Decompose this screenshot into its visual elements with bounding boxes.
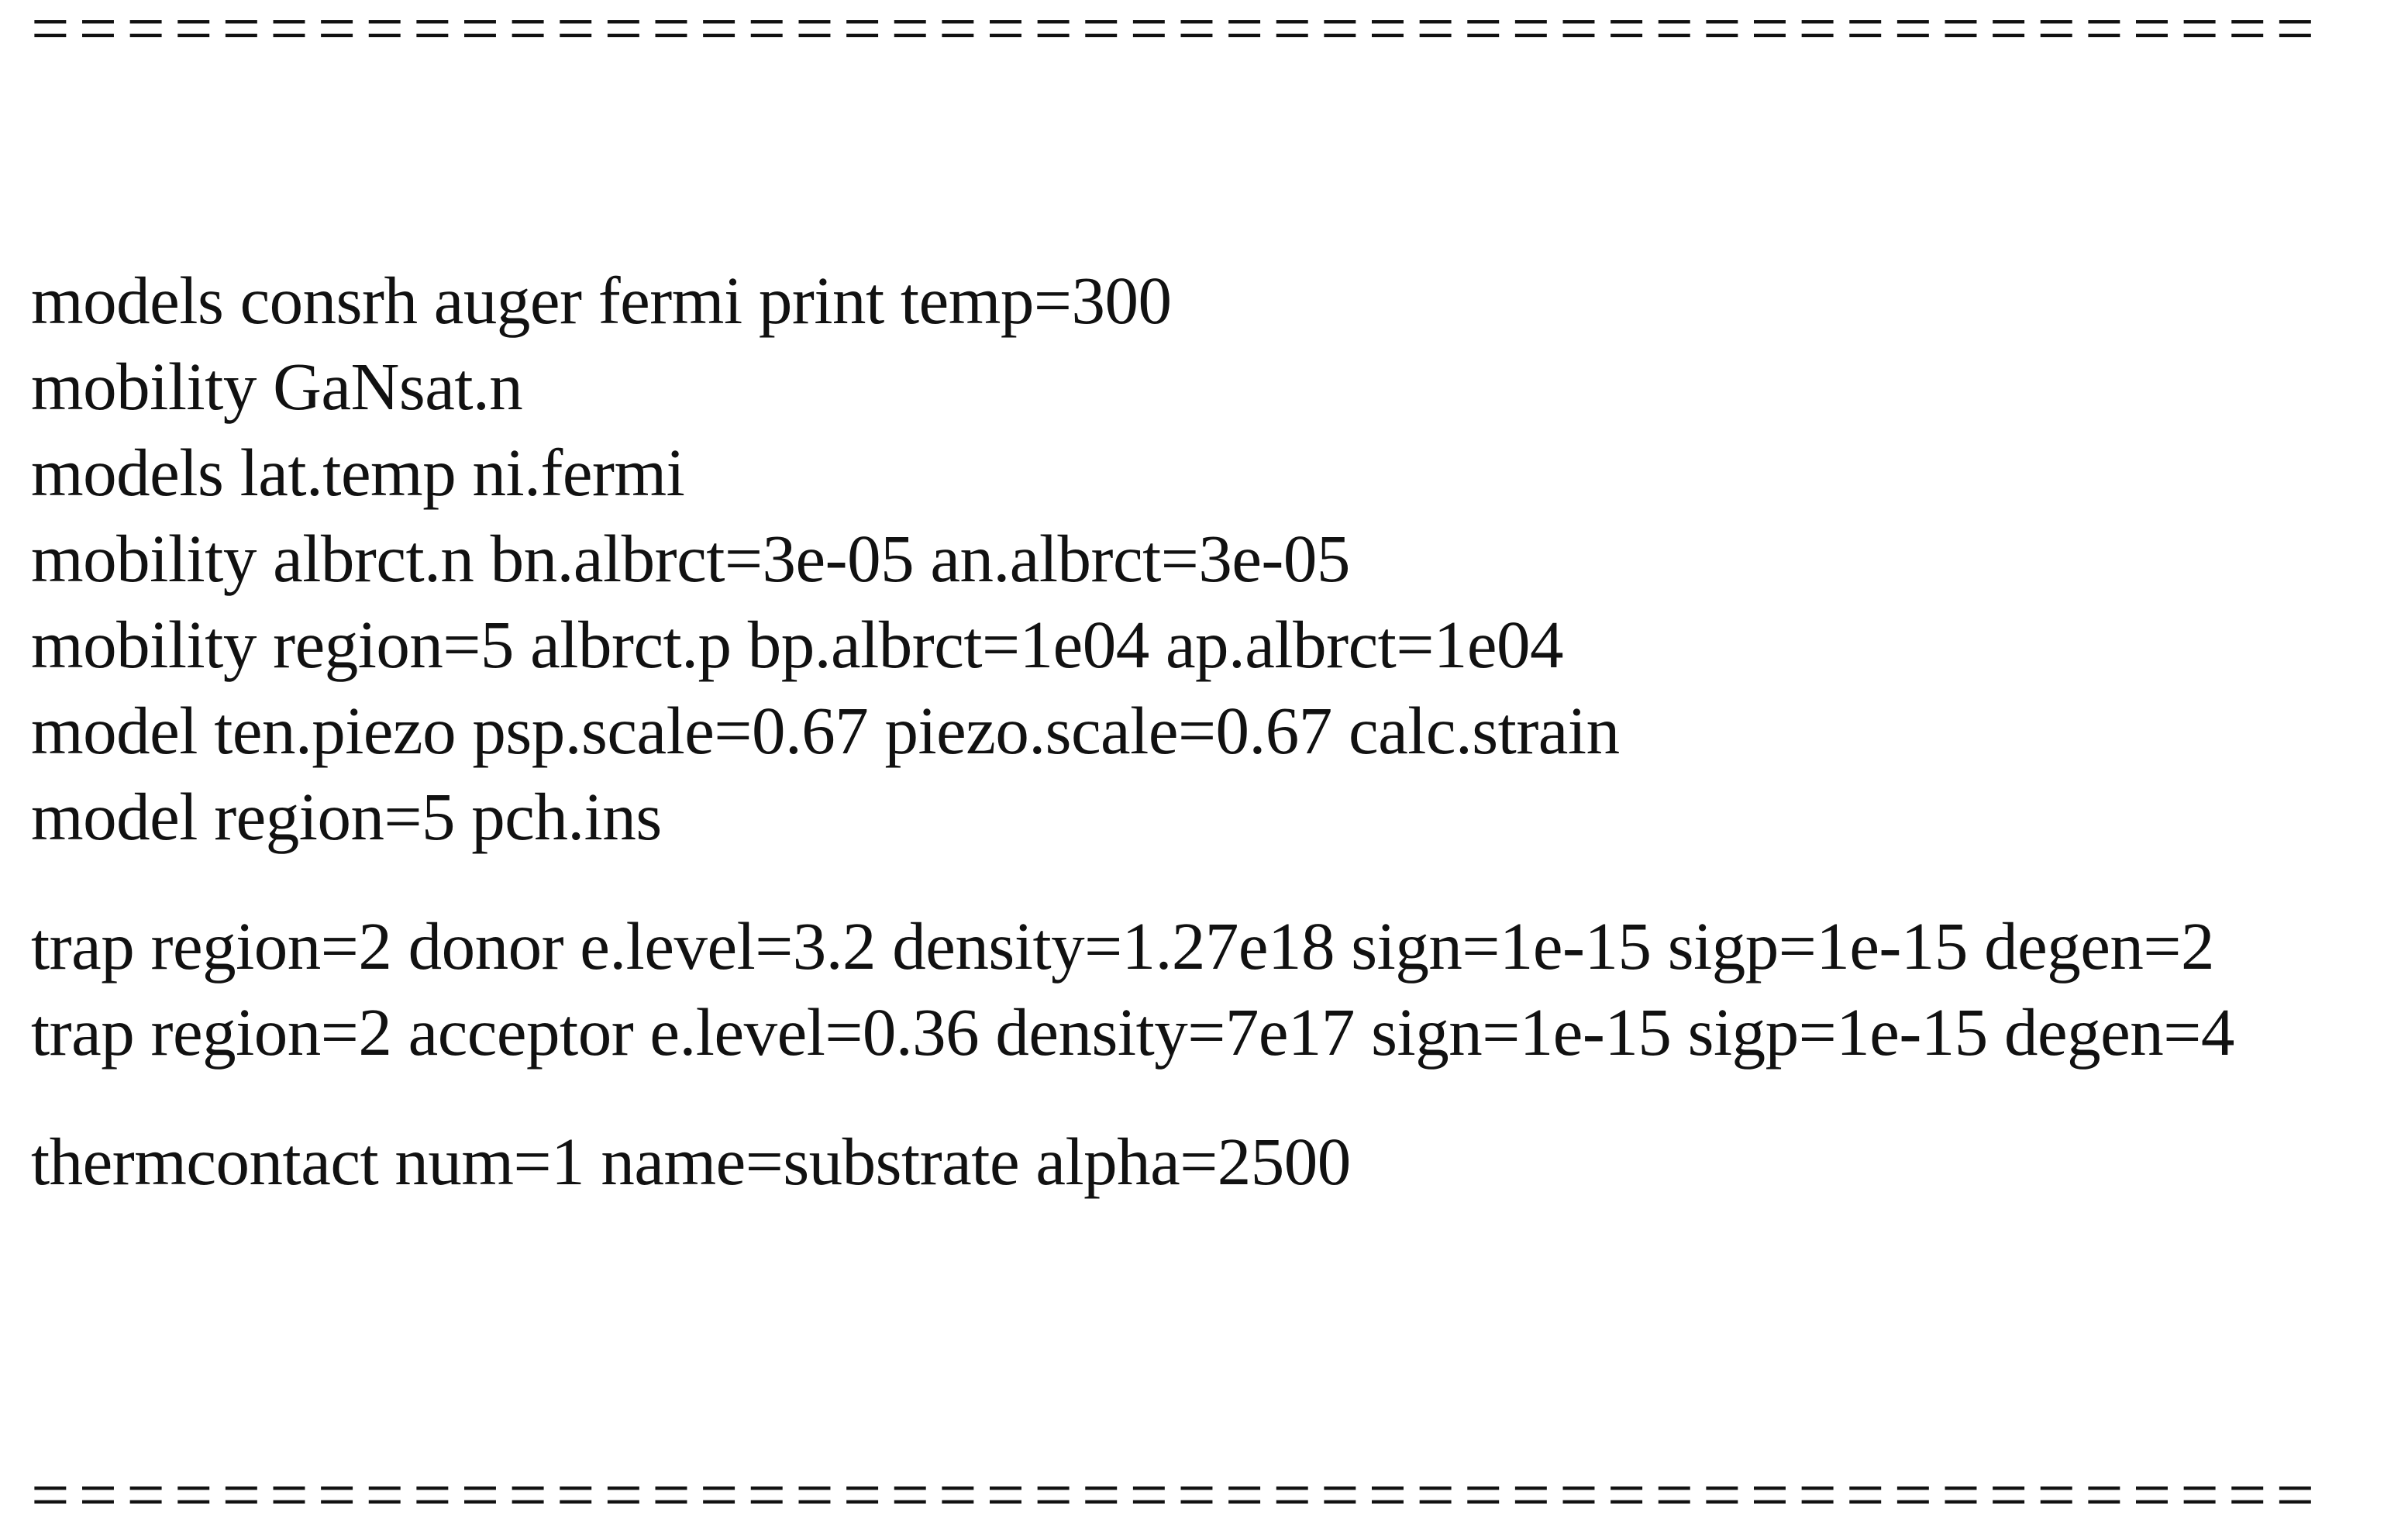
code-line: models lat.temp ni.fermi bbox=[31, 435, 685, 510]
code-listing bbox=[31, 257, 2403, 1204]
code-line: model ten.piezo psp.scale=0.67 piezo.scale=0.67 calc.strain bbox=[31, 693, 1620, 768]
top-separator: ================================================ bbox=[31, 0, 2324, 67]
thermcontact-group bbox=[31, 1118, 2403, 1204]
blank-line bbox=[31, 860, 2403, 903]
traps-group bbox=[31, 903, 2403, 1075]
code-line: trap region=2 donor e.level=3.2 density=1.27e18 sign=1e-15 sigp=1e-15 degen=2 bbox=[31, 908, 2214, 984]
code-line: mobility GaNsat.n bbox=[31, 349, 523, 424]
blank-line bbox=[31, 1075, 2403, 1118]
code-line: thermcontact num=1 name=substrate alpha=2500 bbox=[31, 1124, 1351, 1199]
models-group bbox=[31, 257, 2403, 860]
code-line: mobility albrct.n bn.albrct=3e-05 an.albrct=3e-05 bbox=[31, 521, 1350, 596]
bottom-separator: ================================================ bbox=[31, 1458, 2324, 1533]
code-line: trap region=2 acceptor e.level=0.36 density=7e17 sign=1e-15 sigp=1e-15 degen=4 bbox=[31, 994, 2234, 1070]
code-line: models consrh auger fermi print temp=300 bbox=[31, 263, 1172, 338]
code-line: model region=5 pch.ins bbox=[31, 779, 662, 854]
code-line: mobility region=5 albrct.p bp.albrct=1e04 ap.albrct=1e04 bbox=[31, 607, 1564, 682]
